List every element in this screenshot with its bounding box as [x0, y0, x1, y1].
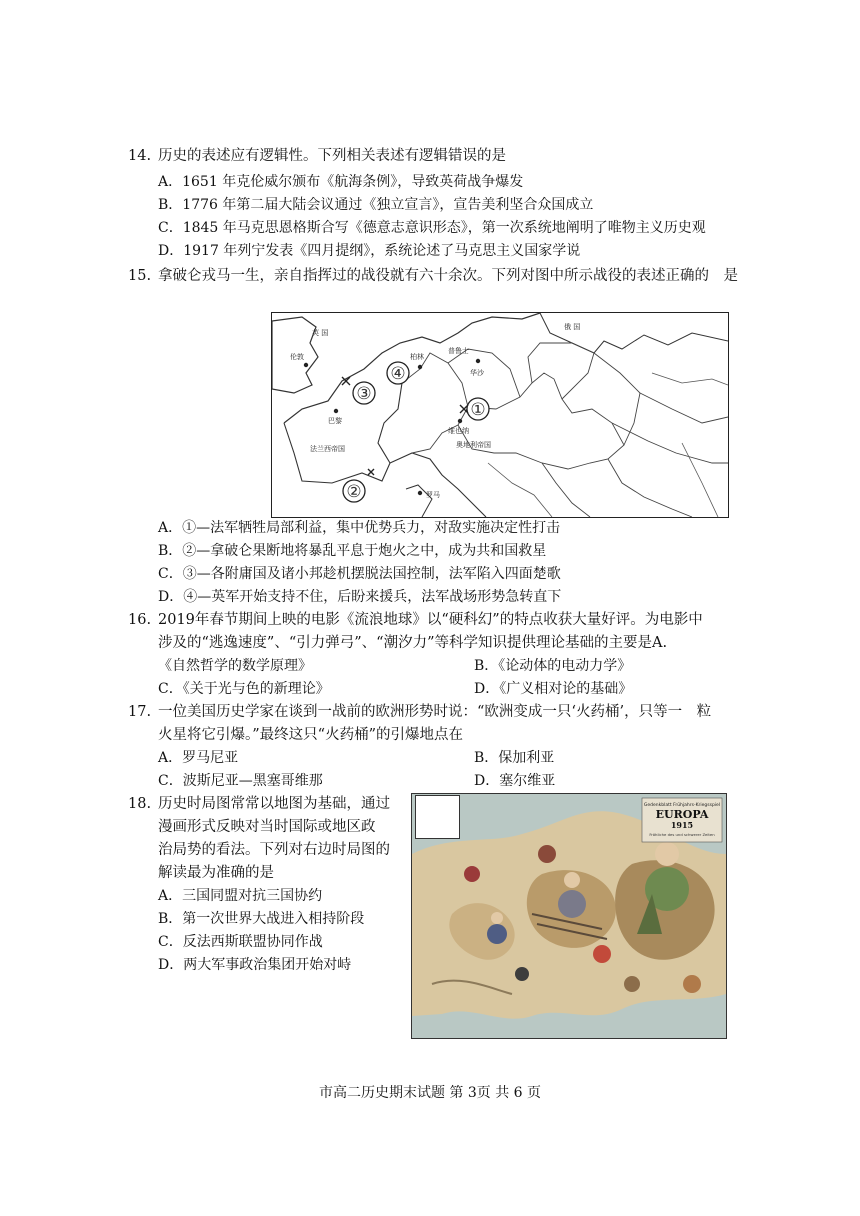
- q14-stem: 历史的表述应有逻辑性。下列相关表述有逻辑错误的是: [158, 148, 506, 164]
- q15-option-d: D．④—英军开始支持不住，后盼来援兵，法军战场形势急转直下: [158, 589, 562, 605]
- q15-option-b: B．②—拿破仑果断地将暴乱平息于炮火之中，成为共和国救星: [158, 543, 547, 559]
- map-label-prussia: 普鲁士: [448, 347, 469, 355]
- q16-option-b: B．《论动体的电动力学》: [474, 658, 632, 674]
- map-label-warsaw: 华沙: [470, 369, 484, 377]
- cartoon-title-small: Gedenkblatt Frühjahrs-Kriegsspiel: [643, 803, 721, 808]
- map-drawing: [272, 313, 728, 517]
- q18-number: 18.: [128, 796, 152, 812]
- q15-stem: 拿破仑戎马一生，亲自指挥过的战役就有六十余次。下列对图中所示战役的表述正确的 是: [158, 268, 738, 284]
- q18-stem-line3: 治局势的看法。下列对右边时局图的: [158, 842, 390, 858]
- q16-stem-line2: 涉及的“逃逸速度”、“引力弹弓”、“潮汐力”等科学知识提供理论基础的主要是A.: [158, 635, 668, 651]
- map-label-england: 英 国: [312, 329, 329, 337]
- q18-stem-line4: 解读最为准确的是: [158, 865, 274, 881]
- q14-option-a: A．1651 年克伦威尔颁布《航海条例》，导致英荷战争爆发: [158, 174, 524, 190]
- q15-option-a: A．①—法军牺牲局部利益，集中优势兵力，对敌实施决定性打击: [158, 520, 561, 536]
- q14-option-c: C．1845 年马克思恩格斯合写《德意志意识形态》，第一次系统地阐明了唯物主义历史观: [158, 220, 706, 236]
- q17-number: 17.: [128, 704, 152, 720]
- page-footer: 市高二历史期末试题 第 3页 共 6 页: [318, 1085, 542, 1101]
- q18-stem-line2: 漫画形式反映对当时国际或地区政: [158, 819, 376, 835]
- q18-option-c: C．反法西斯联盟协同作战: [158, 934, 323, 950]
- map-label-austria: 奥地利帝国: [456, 441, 491, 449]
- battle-marker-4: [387, 362, 409, 384]
- q17-option-a: A．罗马尼亚: [158, 750, 239, 766]
- q18-option-a: A．三国同盟对抗三国协约: [158, 888, 323, 904]
- q17-stem-line2: 火星将它引爆。”最终这只“火药桶”的引爆地点在: [158, 727, 463, 743]
- svg-text:③: ③: [356, 384, 372, 404]
- q18-stem-line1: 历史时局图常常以地图为基础，通过: [158, 796, 390, 812]
- cartoon-blank-corner: [415, 795, 460, 839]
- napoleon-battles-map: [271, 312, 729, 518]
- svg-text:②: ②: [346, 482, 362, 502]
- cartoon-title-main: EUROPA: [655, 808, 709, 821]
- q16-option-a: 《自然哲学的数学原理》: [158, 658, 312, 674]
- q14-option-b: B．1776 年第二届大陆会议通过《独立宣言》，宣告美利坚合众国成立: [158, 197, 594, 213]
- cartoon-subtitle: Fröhliche des und schwerer Zeiten: [649, 832, 715, 837]
- q16-stem-line1: 2019年春节期间上映的电影《流浪地球》以“硬科幻”的特点收获大量好评。为电影中: [158, 612, 703, 628]
- q14-number: 14.: [128, 148, 152, 164]
- q17-stem-line1: 一位美国历史学家在谈到一战前的欧洲形势时说：“欧洲变成一只‘火药桶’，只等一 粒: [158, 704, 712, 720]
- q17-option-c: C．波斯尼亚—黑塞哥维那: [158, 773, 323, 789]
- q16-number: 16.: [128, 612, 152, 628]
- map-label-paris: 巴黎: [328, 417, 342, 425]
- map-label-russia: 俄 国: [564, 323, 581, 331]
- battle-marker-3: [342, 377, 375, 404]
- svg-text:④: ④: [390, 364, 406, 384]
- q17-option-b: B．保加利亚: [474, 750, 555, 766]
- q18-option-d: D．两大军事政治集团开始对峙: [158, 957, 352, 973]
- cartoon-year: 1915: [670, 820, 694, 830]
- q15-option-c: C．③—各附庸国及诸小邦趁机摆脱法国控制，法军陷入四面楚歌: [158, 566, 561, 582]
- battle-marker-1: [460, 398, 489, 420]
- map-label-vienna: 维也纳: [448, 427, 469, 435]
- q16-option-d: D．《广义相对论的基础》: [474, 681, 633, 697]
- map-label-rome: 罗马: [426, 491, 440, 499]
- svg-text:①: ①: [470, 400, 486, 420]
- map-label-london: 伦敦: [290, 353, 304, 361]
- q14-option-d: D．1917 年列宁发表《四月提纲》，系统论述了马克思主义国家学说: [158, 243, 581, 259]
- q18-option-b: B．第一次世界大战进入相持阶段: [158, 911, 365, 927]
- q17-option-d: D．塞尔维亚: [474, 773, 556, 789]
- map-label-france: 法兰西帝国: [310, 445, 345, 453]
- map-label-berlin: 柏林: [410, 353, 424, 361]
- q15-number: 15.: [128, 268, 152, 284]
- q16-option-c: C．《关于光与色的新理论》: [158, 681, 330, 697]
